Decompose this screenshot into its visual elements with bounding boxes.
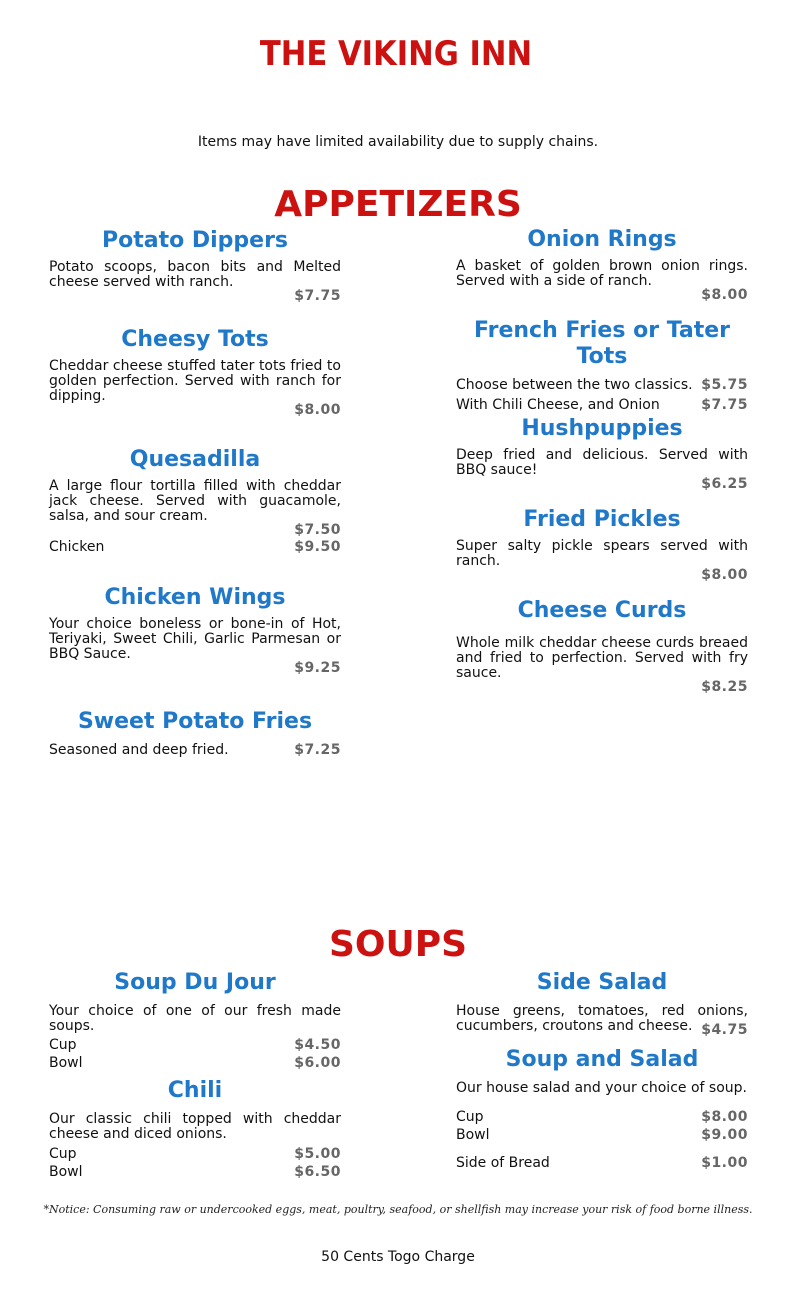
menu-item-side-salad — [456, 970, 748, 1038]
item-desc-price-row — [49, 741, 341, 759]
item-name: Hushpuppies — [521, 416, 683, 441]
item-name: Soup Du Jour — [114, 970, 276, 995]
appetizers-heading: APPETIZERS — [274, 184, 522, 225]
cup-label: Cup — [49, 1037, 77, 1053]
item-option-row — [456, 376, 748, 394]
togo-charge: 50 Cents Togo Charge — [321, 1249, 475, 1265]
cup-row — [456, 1108, 748, 1126]
item-name: Sweet Potato Fries — [77, 709, 313, 734]
item-name: Onion Rings — [527, 227, 677, 252]
item-description: Super salty pickle spears served with ranch. — [456, 538, 748, 569]
item-price: $4.75 — [701, 1022, 748, 1038]
restaurant-title: THE VIKING INN — [259, 34, 533, 74]
item-name: Fried Pickles — [523, 507, 681, 532]
item-name: Potato Dippers — [101, 228, 289, 253]
menu-item-quesadilla — [49, 447, 341, 556]
item-option-row — [49, 538, 341, 556]
item-option-row — [456, 396, 748, 414]
menu-item-cheesy-tots — [49, 327, 341, 418]
item-name: Cheesy Tots — [121, 327, 269, 352]
item-price: $8.25 — [701, 679, 748, 695]
item-description: Seasoned and deep fried. — [49, 742, 229, 758]
bowl-label: Bowl — [456, 1127, 490, 1143]
item-description: A large flour tortilla filled with cheddar jack cheese. Served with guacamole, salsa, and sour cream. — [49, 478, 341, 524]
bowl-price: $6.50 — [294, 1164, 341, 1180]
bowl-price: $9.00 — [701, 1127, 748, 1143]
item-description: Deep fried and delicious. Served with BBQ sauce! — [456, 447, 748, 478]
menu-item-hushpuppies — [456, 416, 748, 492]
bowl-row — [49, 1163, 341, 1181]
bowl-price: $6.00 — [294, 1055, 341, 1071]
item-description: Our house salad and your choice of soup. — [456, 1080, 747, 1096]
soups-heading: SOUPS — [328, 924, 468, 965]
food-safety-notice: *Notice: Consuming raw or undercooked eggs, meat, poultry, seafood, or shellfish may increase your risk of food borne illness. — [43, 1203, 753, 1216]
option-label: Chicken — [49, 539, 105, 555]
option-label: With Chili Cheese, and Onion — [456, 397, 660, 413]
item-name: Side Salad — [536, 970, 668, 995]
menu-item-cheese-curds — [456, 598, 748, 695]
item-name: Soup and Salad — [505, 1047, 699, 1072]
item-name: Quesadilla — [129, 447, 261, 472]
item-description: House greens, tomatoes, red onions, cucumbers, croutons and cheese. — [456, 1003, 748, 1034]
menu-item-french-fries-or-tater-tots — [456, 318, 748, 414]
item-description: Whole milk cheddar cheese curds breaed and fried to perfection. Served with fry sauce. — [456, 635, 748, 681]
item-price: $7.75 — [294, 288, 341, 304]
menu-item-chili — [49, 1078, 341, 1181]
item-price: $9.25 — [294, 660, 341, 676]
item-description: Your choice boneless or bone-in of Hot, Teriyaki, Sweet Chili, Garlic Parmesan or BBQ Sauce. — [49, 616, 341, 662]
item-price: $7.50 — [294, 522, 341, 538]
bowl-label: Bowl — [49, 1164, 83, 1180]
cup-row — [49, 1145, 341, 1163]
bowl-row — [49, 1054, 341, 1072]
menu-item-onion-rings — [456, 227, 748, 303]
item-description: Your choice of one of our fresh made soups. — [49, 1003, 341, 1034]
item-description: Potato scoops, bacon bits and Melted cheese served with ranch. — [49, 259, 341, 290]
bread-row — [456, 1154, 748, 1172]
menu-item-soup-and-salad — [456, 1047, 748, 1172]
option-label: Choose between the two classics. — [456, 377, 693, 393]
bread-label: Side of Bread — [456, 1155, 550, 1171]
item-price: $8.00 — [701, 287, 748, 303]
item-price: $8.00 — [294, 402, 341, 418]
menu-item-fried-pickles — [456, 507, 748, 583]
menu-item-potato-dippers — [49, 228, 341, 304]
option-price: $9.50 — [294, 539, 341, 555]
cup-price: $4.50 — [294, 1037, 341, 1053]
option-price: $5.75 — [701, 377, 748, 393]
bowl-row — [456, 1126, 748, 1144]
bowl-label: Bowl — [49, 1055, 83, 1071]
cup-label: Cup — [49, 1146, 77, 1162]
menu-item-chicken-wings — [49, 585, 341, 676]
availability-notice: Items may have limited availability due to supply chains. — [197, 134, 599, 150]
menu-item-sweet-potato-fries — [49, 709, 341, 759]
item-name: Cheese Curds — [517, 598, 687, 623]
cup-row — [49, 1036, 341, 1054]
item-name: Chili — [167, 1078, 223, 1103]
item-description: Our classic chili topped with cheddar cheese and diced onions. — [49, 1111, 341, 1142]
option-price: $7.75 — [701, 397, 748, 413]
cup-price: $8.00 — [701, 1109, 748, 1125]
menu-item-soup-du-jour — [49, 970, 341, 1072]
item-price: $8.00 — [701, 567, 748, 583]
item-description: Cheddar cheese stuffed tater tots fried to golden perfection. Served with ranch for dipping. — [49, 358, 341, 404]
cup-label: Cup — [456, 1109, 484, 1125]
item-name: French Fries or Tater Tots — [473, 318, 731, 369]
item-description: A basket of golden brown onion rings. Served with a side of ranch. — [456, 258, 748, 289]
item-price: $7.25 — [294, 742, 341, 758]
bread-price: $1.00 — [701, 1155, 748, 1171]
cup-price: $5.00 — [294, 1146, 341, 1162]
item-price: $6.25 — [701, 476, 748, 492]
item-name: Chicken Wings — [104, 585, 286, 610]
